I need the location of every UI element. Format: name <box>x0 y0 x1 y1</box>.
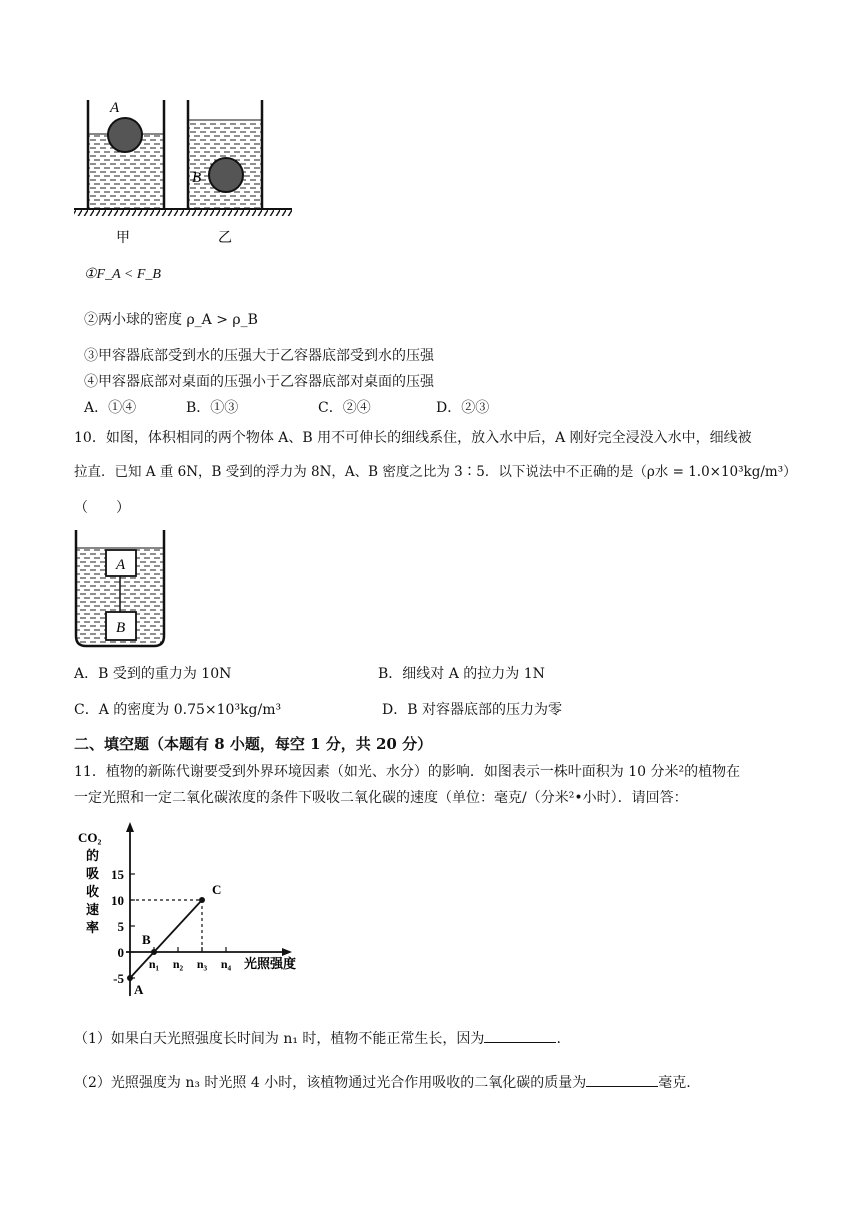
point-c <box>199 897 205 903</box>
label-jia: 甲 <box>116 231 130 246</box>
y-tick-label: 15 <box>111 867 124 882</box>
q9-option-d[interactable]: D．②③ <box>436 400 490 416</box>
section-heading: 二、填空题（本题有 8 小题，每空 1 分，共 20 分） <box>74 735 433 753</box>
q11-sub-1-end: . <box>556 1031 561 1047</box>
ball-a <box>108 118 142 152</box>
q11-line-2: 一定光照和一定二氧化碳浓度的条件下吸收二氧化碳的速度（单位：毫克/（分米²•小时）．请回答： <box>74 790 688 806</box>
label-b: B <box>192 170 202 186</box>
q9-stmt-4: ④甲容器底部对桌面的压强小于乙容器底部对桌面的压强 <box>84 374 434 390</box>
q9-option-c[interactable]: C．②④ <box>318 400 371 416</box>
q9-stmt-3: ③甲容器底部受到水的压强大于乙容器底部受到水的压强 <box>84 348 434 364</box>
q11-sub-2-text: （2）光照强度为 n₃ 时光照 4 小时，该植物通过光合作用吸收的二氧化碳的质量为 <box>74 1075 587 1091</box>
point-a <box>127 975 133 981</box>
y-tick-label: 10 <box>111 893 124 908</box>
q9-option-b[interactable]: B．①③ <box>186 400 239 416</box>
q10-line-3: （ ） <box>74 500 130 516</box>
block-b-label: B <box>116 620 126 636</box>
point-label-a: A <box>134 982 144 997</box>
point-label-b: B <box>142 932 151 947</box>
ball-b <box>209 158 243 192</box>
q10-option-d[interactable]: D．B 对容器底部的压力为零 <box>382 702 562 718</box>
series-line <box>130 900 202 978</box>
x-tick-label: n₄ <box>220 957 232 971</box>
q11-sub-2-end: 毫克. <box>658 1075 691 1091</box>
x-axis-label: 光照强度 <box>243 956 297 971</box>
label-a: A <box>110 100 120 116</box>
q10-line-2: 拉直．已知 A 重 6N，B 受到的浮力为 8N，A、B 密度之比为 3∶5．以下说法中不正确的是（ρ水 = 1.0×10³kg/m³） <box>74 464 797 480</box>
x-tick-label: n₂ <box>172 957 184 971</box>
q11-sub-2 <box>74 1072 691 1093</box>
q10-option-a[interactable]: A．B 受到的重力为 10N <box>74 666 232 682</box>
block-a-label: A <box>116 557 126 573</box>
point-b <box>151 949 157 955</box>
y-axis-arrow <box>126 822 134 832</box>
q11-answer-blank-2[interactable] <box>586 1072 658 1087</box>
x-tick-label: n₃ <box>196 957 208 971</box>
x-tick-label: n₁ <box>148 957 160 971</box>
q11-sub-1 <box>74 1028 561 1049</box>
q11-sub-1-text: （1）如果白天光照强度长时间为 n₁ 时，植物不能正常生长，因为 <box>74 1031 485 1047</box>
y-tick-label: 0 <box>117 945 124 960</box>
q10-option-b[interactable]: B．细线对 A 的拉力为 1N <box>378 666 545 682</box>
y-tick-label: 5 <box>117 919 124 934</box>
q11-answer-blank-1[interactable] <box>484 1028 556 1043</box>
y-tick-label: -5 <box>113 971 124 986</box>
q9-figure <box>70 90 300 250</box>
q9-option-a[interactable]: A．①④ <box>84 400 137 416</box>
q10-figure <box>70 528 170 652</box>
q11-line-1: 11．植物的新陈代谢要受到外界环境因素（如光、水分）的影响．如图表示一株叶面积为 10 分米²的植物在 <box>74 764 741 780</box>
q10-line-1: 10．如图，体积相同的两个物体 A、B 用不可伸长的细线系住，放入水中后，A 刚好完全浸没入水中，细线被 <box>74 430 752 446</box>
point-label-c: C <box>212 882 222 897</box>
x-axis-arrow <box>282 948 292 956</box>
q9-stmt-1: ①F_A < F_B <box>84 267 161 282</box>
label-yi: 乙 <box>218 231 232 246</box>
q10-option-c[interactable]: C．A 的密度为 0.75×10³kg/m³ <box>74 702 282 718</box>
y-axis-label: CO₂ 的吸收速率 <box>78 830 102 935</box>
q11-chart <box>70 818 330 1014</box>
q9-stmt-2: ②两小球的密度 ρ_A > ρ_B <box>84 312 258 328</box>
